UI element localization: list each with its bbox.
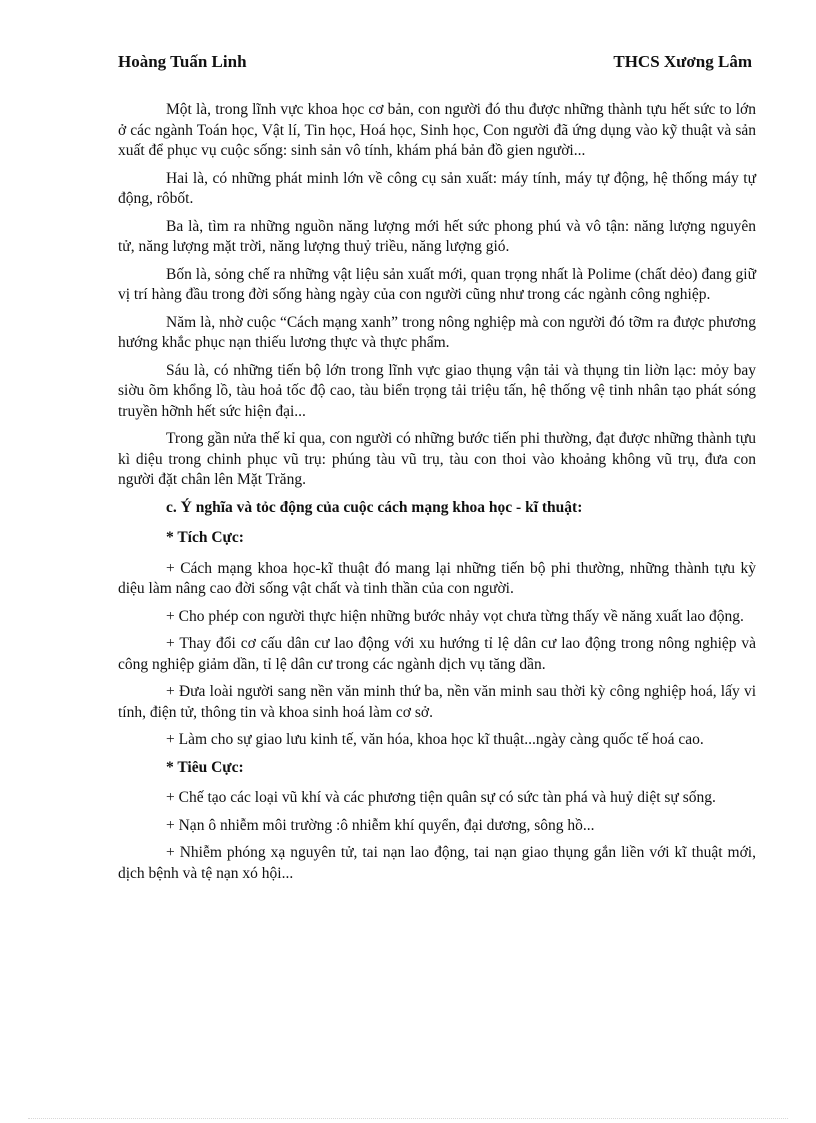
body-content	[118, 100, 756, 891]
paragraph-2: Hai là, có những phát minh lớn về công cụ sản xuất: máy tính, máy tự động, hệ thống máy tự động, rôbốt.	[118, 169, 756, 207]
positive-item-3: + Thay đổi cơ cấu dân cư lao động với xu hướng tỉ lệ dân cư lao động trong nông nghiệp và công nghiệp giảm dần, tỉ lệ dân cư trong các ngành dịch vụ tăng dần.	[118, 635, 756, 673]
positive-item-2: + Cho phép con người thực hiện những bước nhảy vọt chưa từng thấy về năng xuất lao động.	[166, 607, 744, 625]
negative-item-1: + Chế tạo các loại vũ khí và các phương tiện quân sự có sức tàn phá và huỷ diệt sự sống.	[166, 789, 716, 806]
paragraph-3: Ba là, tìm ra những nguồn năng lượng mới hết sức phong phú và vô tận: năng lượng nguyên tử, năng lượng mặt trời, năng lượng thuỷ triều, năng lượng gió.	[118, 217, 756, 255]
header-author: Hoàng Tuấn Linh	[118, 52, 247, 71]
paragraph-5: Năm là, nhờ cuộc “Cách mạng xanh” trong nông nghiệp mà con người đó tỡm ra được phương hướng khắc phục nạn thiếu lương thực và thực phẩm.	[118, 313, 756, 351]
positive-item-5: + Làm cho sự giao lưu kinh tế, văn hóa, khoa học kĩ thuật...ngày càng quốc tế hoá cao.	[166, 731, 704, 748]
paragraph-7: Trong gần nửa thế kỉ qua, con người có những bước tiến phi thường, đạt được những thành tựu kì diệu trong chinh phục vũ trụ: phúng tàu vũ trụ, tàu con thoi vào khoảng không vũ trụ, đưa con người đặt chân lên Mặt Trăng.	[118, 430, 756, 488]
positive-item-1: + Cách mạng khoa học-kĩ thuật đó mang lại những tiến bộ phi thường, những thành tựu kỳ diệu làm nâng cao đời sống vật chất và tinh thần của con người.	[118, 559, 756, 597]
paragraph-1: Một là, trong lĩnh vực khoa học cơ bản, con người đó thu được những thành tựu hết sức to lớn ở các ngành Toán học, Vật lí, Tin học, Hoá học, Sinh học, Con người đã ứng dụng vào kỹ thuật và sản xuất để phục vụ cuộc sống: sinh sản vô tính, khám phá bản đồ gien người...	[118, 101, 756, 159]
negative-item-2: + Nạn ô nhiễm môi trường :ô nhiễm khí quyển, đại dương, sông hồ...	[166, 816, 595, 834]
section-heading: c. Ý nghĩa và tỏc động của cuộc cách mạng khoa học - kĩ thuật:	[166, 498, 583, 516]
negative-heading: * Tiêu Cực:	[166, 758, 244, 776]
paragraph-6: Sáu là, có những tiến bộ lớn trong lĩnh vực giao thụng vận tải và thụng tin liờn lạc: mỏy bay siờu õm khổng lồ, tàu hoả tốc độ cao, tàu biển trọng tải triệu tấn, hệ thống vệ tinh nhân tạo phát sóng truyền hỡnh hết sức hiện đại...	[118, 361, 756, 420]
positive-heading: * Tích Cực:	[166, 529, 244, 546]
page-bottom-rule	[28, 1118, 788, 1119]
negative-item-3: + Nhiễm phóng xạ nguyên tử, tai nạn lao động, tai nạn giao thụng gắn liền với kĩ thuật mới, dịch bệnh và tệ nạn xó hội...	[118, 844, 756, 882]
positive-item-4: + Đưa loài người sang nền văn minh thứ ba, nền văn minh sau thời kỳ công nghiệp hoá, lấy vi tính, điện tử, thông tin và khoa sinh hoá làm cơ sở.	[118, 683, 756, 721]
header-school: THCS Xương Lâm	[613, 52, 752, 71]
paragraph-4: Bốn là, sỏng chế ra những vật liệu sản xuất mới, quan trọng nhất là Polime (chất dẻo) đang giữ vị trí hàng đầu trong đời sống hàng ngày của con người cũng như trong các ngành công nghiệp.	[118, 265, 756, 303]
